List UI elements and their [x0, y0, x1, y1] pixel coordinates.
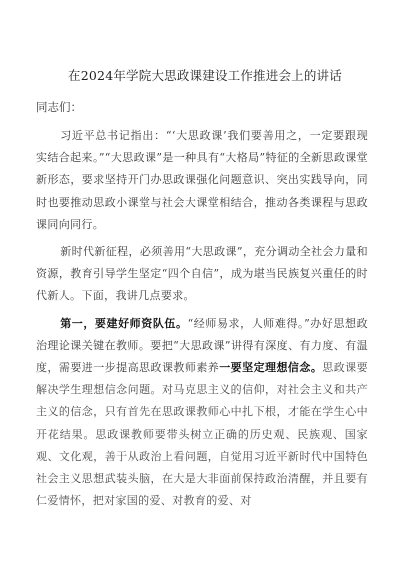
paragraph-1: 习近平总书记指出：“‘大思政课’我们要善用之，一定要跟现实结合起来。”“大思政课”是一种具有“大格局”特征的全新思政课堂新形态，要求坚持开门办思政课强化问题意识、突出实践导向，同时也要推动思政小课堂与社会大课堂相结合，推动各类课程与思政课同向同行。 — [36, 129, 368, 231]
salutation: 同志们： — [36, 100, 82, 114]
document-title: 在2024年学院大思政课建设工作推进会上的讲话 — [68, 68, 342, 83]
paragraph-3-text-a: “经师易求，人师难得。”办好思想政治理论课关键在教师。要把“大思政课”讲得有深度、有力度、有温度，需要进一步提高思政课教师素养 — [36, 316, 368, 375]
paragraph-3-text-b: 思政课要解决学生理想信念问题。对马克思主义的信仰，对社会主义和共产主义的信念，只有首先在思政课教师心中扎下根，才能在学生心中开花结果。思政课教师要带头树立正确的历史观、民族观、国家观、文化观，善于从政治上看问题，自觉用习近平新时代中国特色社会主义思想武装头脑，在大是大非面前保持政治清醒，并且要有仁爱情怀，把对家国的爱、对教育的爱、对 — [36, 361, 368, 508]
subheading-ideals: 一要坚定理想信念。 — [219, 361, 323, 375]
paragraph-3 — [36, 313, 368, 513]
section-heading-first: 第一，要建好师资队伍。 — [60, 316, 188, 330]
paragraph-2: 新时代新征程，必须善用“大思政课”，充分调动全社会力量和资源，教育引导学生坚定“四个自信”，成为堪当民族复兴重任的时代新人。下面，我讲几点要求。 — [36, 245, 368, 303]
